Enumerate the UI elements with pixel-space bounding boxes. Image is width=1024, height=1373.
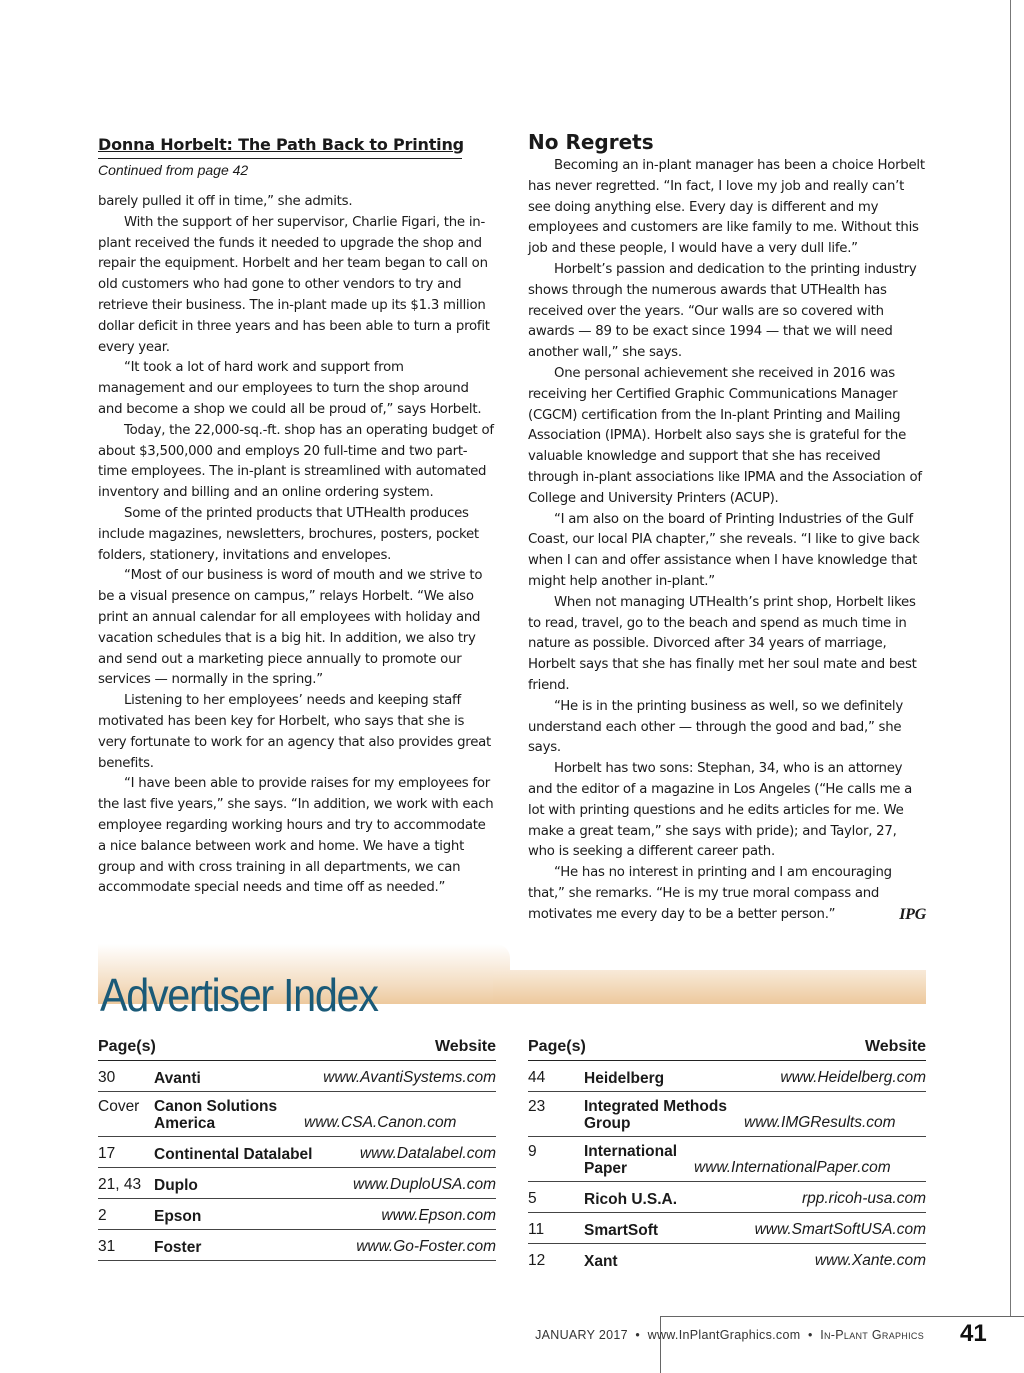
table-header [528,1036,926,1061]
table-row [98,1230,496,1261]
advertiser-index-title: Advertiser Index [100,969,378,1021]
company-cell: Foster [154,1239,202,1256]
website-link[interactable]: www.SmartSoftUSA.com [754,1221,926,1238]
paragraph: Becoming an in-plant manager has been a choice Horbelt has never regretted. “In fact, I love my job and really can’t see doing anything else. Every day is different and my employees and customers are like family to me. Without this job and these people, I would have a very dull life.” [528,158,925,257]
company-cell: Epson [154,1208,202,1225]
footer-text [535,1328,924,1342]
company-cell: Continental Datalabel [154,1146,313,1163]
table-row [528,1182,926,1213]
table-row [98,1168,496,1199]
page-cell: 21, 43 [98,1176,142,1193]
page-cell: 12 [528,1252,546,1269]
page-cell: 2 [98,1207,107,1224]
website-link[interactable]: www.Go-Foster.com [356,1238,496,1255]
page-number: 41 [960,1320,987,1347]
paragraph: “It took a lot of hard work and support from management and our employees to turn the shop around and become a shop we could all be proud of,” says Horbelt. [98,360,482,417]
article-left-column [98,130,494,899]
website-link[interactable]: www.Epson.com [381,1207,496,1224]
company-cell: Canon Solutions America [154,1098,278,1132]
website-link[interactable]: www.AvantiSystems.com [323,1069,496,1086]
company-cell: Duplo [154,1177,198,1194]
website-link[interactable]: www.Xante.com [814,1252,926,1269]
page-cell: 31 [98,1238,116,1255]
tab-band [493,970,926,1004]
company-cell: International Paper [584,1143,678,1177]
paragraph: barely pulled it off in time,” she admits. [98,194,353,209]
website-link[interactable]: www.IMGResults.com [744,1114,896,1131]
page-edge-rule [1010,0,1011,1316]
page-cell: 44 [528,1069,546,1086]
company-cell: Integrated Methods Group [584,1098,727,1132]
magazine-name: In-Plant Graphics [820,1328,924,1342]
paragraph: With the support of her supervisor, Charlie Figari, the in-plant received the funds it needed to upgrade the shop and repair the equipment. Horbelt and her team began to call on old customers who had gone to other vendors to try and retrieve their business. The in-plant made up its $1.3 million dollar deficit in three years and has been able to turn a profit every year. [98,214,490,355]
table-row [98,1092,496,1137]
page-cell: 23 [528,1098,546,1115]
continued-from-note: Continued from page 42 [98,158,462,178]
page-cell: 17 [98,1145,116,1162]
website-column-header: Website [434,1038,496,1055]
page-cell: 11 [528,1221,545,1238]
website-column-header: Website [864,1038,926,1055]
paragraph: Today, the 22,000-sq.-ft. shop has an operating budget of about $3,500,000 and employs 20 full-time and two part-time employees. The in-plant is streamlined with automated inventory and billing and an online ordering system. [98,422,494,501]
article-right-column [528,130,926,925]
paragraph: “I have been able to provide raises for my employees for the last five years,” she says. “In addition, we work with each employee regarding working hours and try to accommodate a nice balance between work and home. We have a tight group and with cross training in all departments, we can accommodate special needs and time off as needed.” [98,776,494,896]
table-row [528,1244,926,1274]
page-cell: 30 [98,1069,116,1086]
paragraph: “Most of our business is word of mouth and we strive to be a visual presence on campus,” relays Horbelt. “We also print an annual calendar for all employees with holiday and vacation schedules that is a big hit. In addition, we also try and send out a marketing piece annually to promote our services — normally in the spring.” [98,568,483,688]
paragraph: “I am also on the board of Printing Industries of the Gulf Coast, our local PIA chapter,” she reveals. “I like to give back when I can and offer assistance when I have knowledge that might help another in-plant.” [528,511,920,589]
paragraph: One personal achievement she received in 2016 was receiving her Certified Graphic Communications Manager (CGCM) certification from the In-plant Printing and Mailing Association (IPMA). Horbelt also says she is grateful for the valuable knowledge and support that she has received through in-plant associations like IPMA and the Association of College and University Printers (ACUP). [528,365,922,506]
website-link[interactable]: www.CSA.Canon.com [304,1114,457,1131]
pages-column-header: Page(s) [98,1038,156,1055]
right-body-text [528,156,926,925]
paragraph: When not managing UTHealth’s print shop, Horbelt likes to read, travel, go to the beach and spend as much time in nature as possible. Divorced after 34 years of marriage, Horbelt says that she has finally met her soul mate and best friend. [528,594,917,693]
table-row [528,1137,926,1182]
paragraph [528,863,926,925]
website-link[interactable]: rpp.ricoh-usa.com [801,1190,926,1207]
pages-column-header: Page(s) [528,1038,586,1055]
article-kicker: Donna Horbelt: The Path Back to Printing [98,135,464,154]
company-cell: Avanti [154,1070,201,1087]
last-paragraph-text: “He has no interest in printing and I am encouraging that,” she remarks. “He is my true moral compass and motivates me every day to be a better person.” [528,865,892,922]
paragraph: “He is in the printing business as well, so we definitely understand each other — through the good and bad,” she says. [528,698,903,756]
website-footer-link[interactable]: www.InPlantGraphics.com [647,1328,801,1342]
issue-date: JANUARY 2017 [535,1328,628,1342]
page-cell: 9 [528,1143,537,1160]
page-cell: 5 [528,1190,537,1207]
website-link[interactable]: www.DuploUSA.com [353,1176,496,1193]
page-cell: Cover [98,1098,140,1115]
table-header [98,1036,496,1061]
table-row [528,1213,926,1244]
paragraph: Horbelt’s passion and dedication to the printing industry shows through the numerous awards that UTHealth has received over the years. “Our walls are so covered with awards — 89 to be exact since 1994 — that we will need another wall,” she says. [528,261,917,361]
paragraph: Some of the printed products that UTHealth produces include magazines, newsletters, brochures, posters, pocket folders, stationery, invitations and envelopes. [98,505,479,563]
company-cell: Heidelberg [584,1070,665,1087]
website-link[interactable]: www.InternationalPaper.com [694,1159,891,1176]
bullet-separator: • [635,1328,641,1342]
company-cell: SmartSoft [584,1222,659,1239]
table-row [98,1137,496,1168]
table-row [528,1092,926,1137]
advertiser-table-right [528,1036,926,1274]
table-row [98,1061,496,1092]
bullet-separator: • [807,1328,813,1342]
section-subhead: No Regrets [528,130,654,154]
paragraph: Horbelt has two sons: Stephan, 34, who is an attorney and the editor of a magazine in Los Angeles (“He calls me a lot with printing questions and he edits articles for me. We make a great team,” she says with pride); and Taylor, 27, who is seeking a different career path. [528,761,913,860]
paragraph: Listening to her employees’ needs and keeping staff motivated has been key for Horbelt, who says that she is very fortunate to work for an agency that also provides great benefits. [98,693,491,771]
left-body-text [98,192,494,899]
website-link[interactable]: www.Heidelberg.com [780,1069,926,1086]
company-cell: Ricoh U.S.A. [584,1191,678,1208]
table-row [528,1061,926,1092]
advertiser-table-left [98,1036,496,1261]
website-link[interactable]: www.Datalabel.com [359,1145,496,1162]
table-row [98,1199,496,1230]
ipg-signoff: IPG [899,905,926,923]
company-cell: Xant [584,1253,618,1270]
